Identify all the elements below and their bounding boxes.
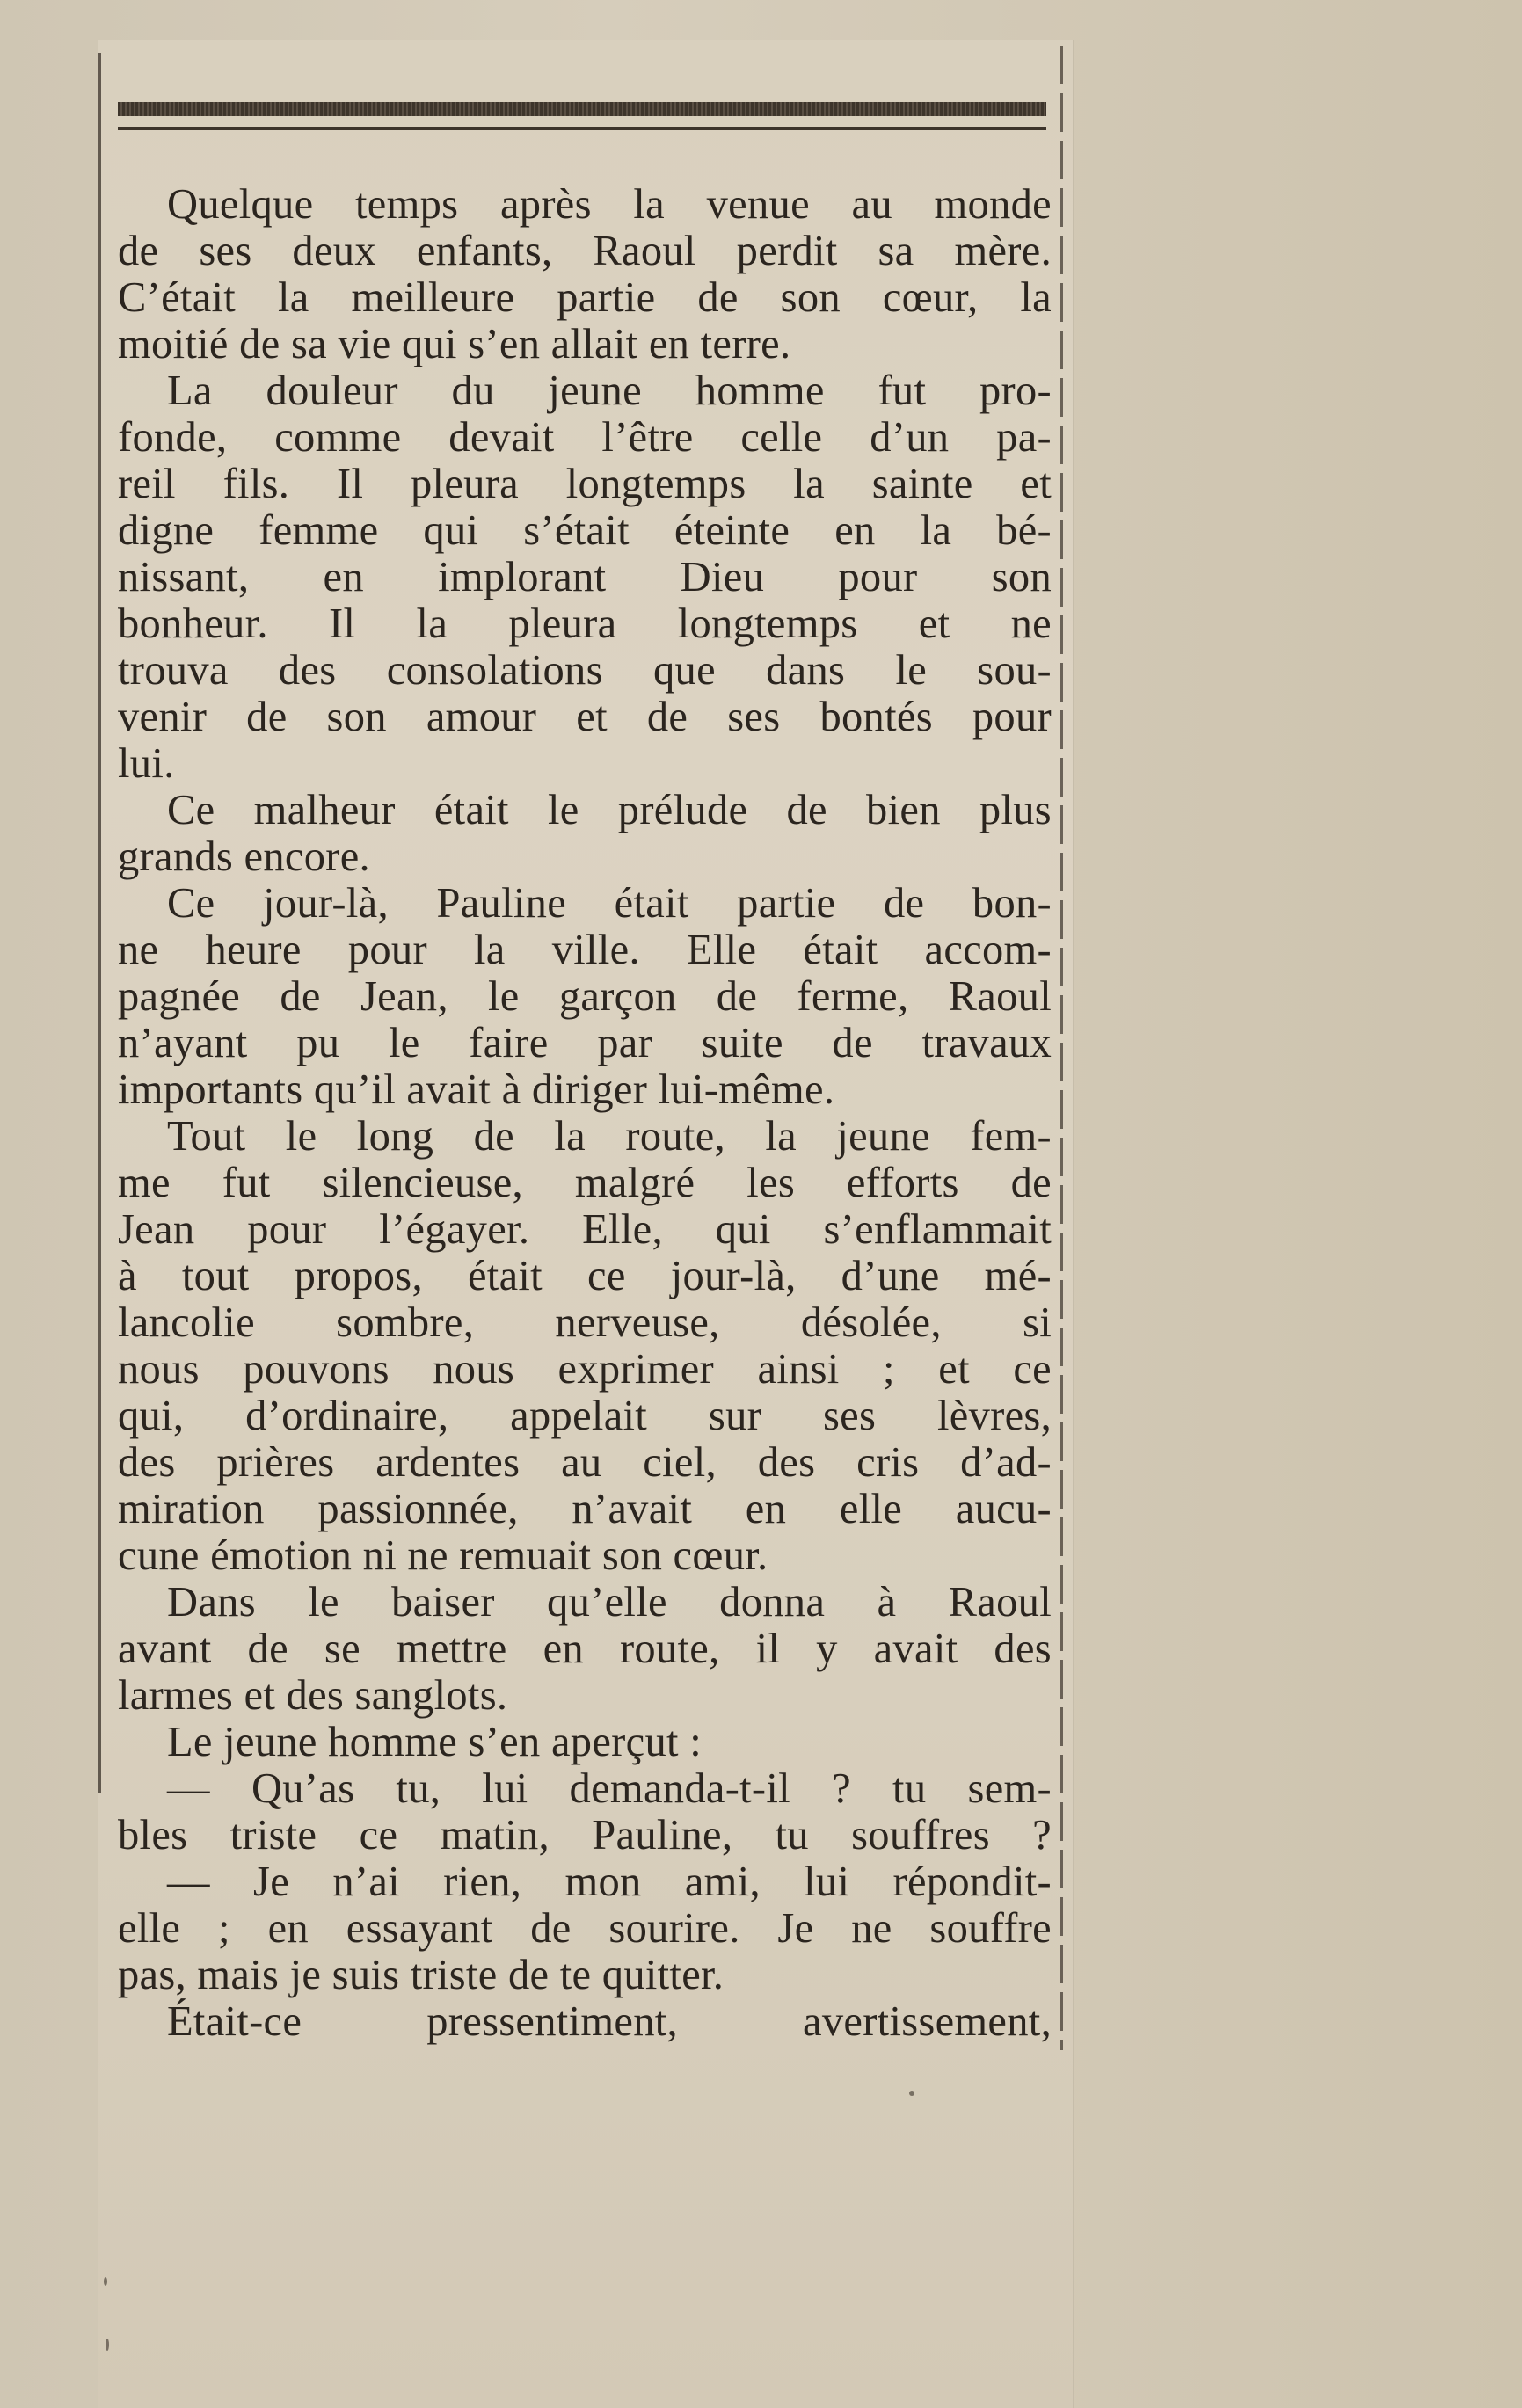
- article-line: avant de se mettre en route, il y avait des: [118, 1626, 1052, 1672]
- article-line: bles triste ce matin, Pauline, tu souffres ?: [118, 1812, 1052, 1859]
- article-line: trouva des consolations que dans le sou-: [118, 647, 1052, 694]
- ink-speck: [106, 2339, 109, 2351]
- article-line: Quelque temps après la venue au monde: [167, 181, 1052, 228]
- article-line: Jean pour l’égayer. Elle, qui s’enflammait: [118, 1206, 1052, 1253]
- article-line: nissant, en implorant Dieu pour son: [118, 554, 1052, 600]
- article-line: C’était la meilleure partie de son cœur, la: [118, 274, 1052, 321]
- article-line: Tout le long de la route, la jeune fem-: [167, 1113, 1052, 1160]
- article-line: nous pouvons nous exprimer ainsi ; et ce: [118, 1346, 1052, 1393]
- article-line: Ce malheur était le prélude de bien plus: [167, 787, 1052, 833]
- article-line: La douleur du jeune homme fut pro-: [167, 367, 1052, 414]
- article-line: Était-ce pressentiment, avertissement,: [167, 1998, 1052, 2045]
- article-text: [118, 181, 1052, 2045]
- article-line: à tout propos, était ce jour-là, d’une mé-: [118, 1253, 1052, 1299]
- article-line: — Qu’as tu, lui demanda-t-il ? tu sem-: [167, 1765, 1052, 1812]
- article-line: n’ayant pu le faire par suite de travaux: [118, 1020, 1052, 1066]
- article-line: pagnée de Jean, le garçon de ferme, Raoul: [118, 973, 1052, 1020]
- right-column-rule: [1060, 46, 1063, 2050]
- article-line: bonheur. Il la pleura longtemps et ne: [118, 600, 1052, 647]
- article-line: fonde, comme devait l’être celle d’un pa-: [118, 414, 1052, 461]
- left-column-rule: [98, 53, 101, 1793]
- article-line: des prières ardentes au ciel, des cris d’ad-: [118, 1439, 1052, 1486]
- article-line: lui.: [118, 740, 175, 787]
- article-line: larmes et des sanglots.: [118, 1672, 508, 1719]
- article-line: Dans le baiser qu’elle donna à Raoul: [167, 1579, 1052, 1626]
- article-line: qui, d’ordinaire, appelait sur ses lèvres,: [118, 1393, 1052, 1439]
- article-line: de ses deux enfants, Raoul perdit sa mère.: [118, 228, 1052, 274]
- article-line: digne femme qui s’était éteinte en la bé-: [118, 507, 1052, 554]
- article-line: grands encore.: [118, 833, 370, 880]
- article-line: elle ; en essayant de sourire. Je ne souffre: [118, 1905, 1052, 1952]
- article-line: ne heure pour la ville. Elle était accom-: [118, 927, 1052, 973]
- top-thin-rule: [118, 127, 1046, 130]
- article-line: importants qu’il avait à diriger lui-même.: [118, 1066, 835, 1113]
- ink-speck: [104, 2277, 107, 2286]
- article-line: lancolie sombre, nerveuse, désolée, si: [118, 1299, 1052, 1346]
- article-line: cune émotion ni ne remuait son cœur.: [118, 1532, 768, 1579]
- top-ornamental-rule: [118, 102, 1046, 116]
- article-line: reil fils. Il pleura longtemps la sainte et: [118, 461, 1052, 507]
- article-line: Le jeune homme s’en aperçut :: [167, 1719, 702, 1765]
- article-line: moitié de sa vie qui s’en allait en terre.: [118, 321, 791, 367]
- article-line: Ce jour-là, Pauline était partie de bon-: [167, 880, 1052, 927]
- article-line: venir de son amour et de ses bontés pour: [118, 694, 1052, 740]
- article-line: — Je n’ai rien, mon ami, lui répondit-: [167, 1859, 1052, 1905]
- article-line: miration passionnée, n’avait en elle aucu-: [118, 1486, 1052, 1532]
- article-line: pas, mais je suis triste de te quitter.: [118, 1952, 725, 1998]
- ink-speck: [909, 2091, 914, 2096]
- article-line: me fut silencieuse, malgré les efforts de: [118, 1160, 1052, 1206]
